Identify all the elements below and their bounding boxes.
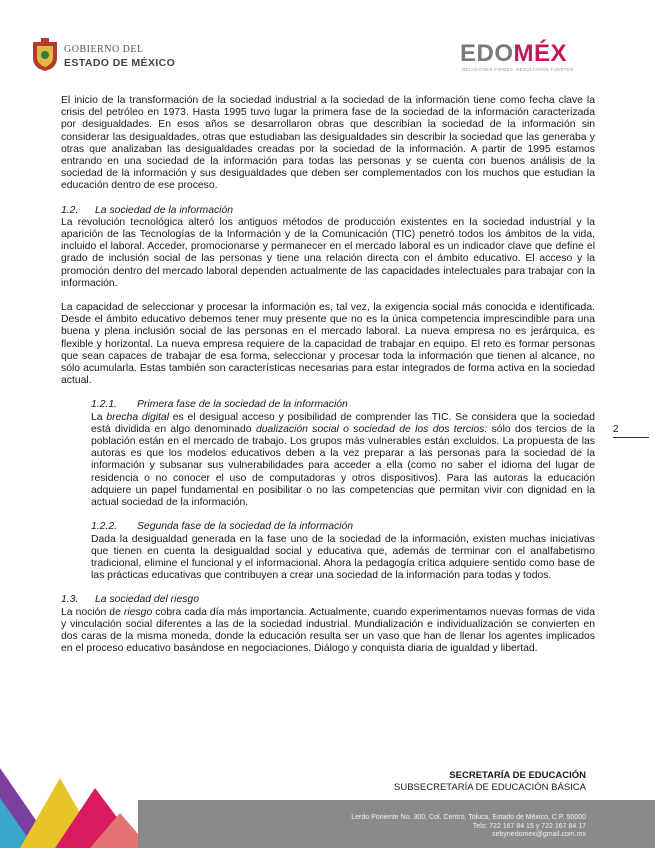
- page-number-rule: [613, 437, 649, 438]
- paragraph-1-3: La noción de riesgo cobra cada día más importancia. Actualmente, cuando experimentamos nuevas formas de vida y vinculación social diferentes a las de la sociedad industrial. Mundialización e individualización se convierten en dos caras de la misma moneda, donde la educación resulta ser un vaso que han de llenar los agentes implicados en el proceso educativo basándose en negociaciones. Diálogo y conquista diaria de igualdad y libertad.: [61, 606, 595, 655]
- footer-address: Lerdo Poniente No. 300, Col. Centro, Toluca, Estado de México, C.P. 50000: [351, 814, 586, 821]
- edomex-tagline: DECISIONES FIRMES, RESULTADOS FUERTES: [462, 67, 574, 72]
- edomex-logo: EDOMÉX: [460, 40, 568, 67]
- section-heading-1-2: 1.2. La sociedad de la información: [61, 204, 234, 216]
- paragraph-intro: El inicio de la transformación de la sociedad industrial a la sociedad de la información tiene como fecha clave la crisis del petróleo en 1973. Hasta 1995 tuvo lugar la primera fase de la sociedad de la información caracterizada por desigualdades. En esos años se desarrollaron obras que describían la sociedad de la información sin considerar las desigualdades, otras que estudiaban las desigualdades sin describir la sociedad que las generaba y otras que analizaban las desigualdades creadas por la sociedad de la información. A partir de 1995 estamos entrando en una sociedad de la información para todas las personas y se cuenta con buenos análisis de la sociedad de la información y sus desigualdades que deben ser complementados con los muchos que estudian la educación dentro de ese proceso.: [61, 95, 595, 192]
- section-heading-1-3: 1.3. La sociedad del riesgo: [61, 594, 199, 606]
- footer-phone: Tels: 722 167 84 15 y 722 167 84 17: [472, 822, 586, 830]
- paragraph-1-2-b: La capacidad de seleccionar y procesar la información es, tal vez, la exigencia social más conocida e identificada. Desde el ámbito educativo debemos tener muy presente que no es la única competencia imprescindible para una buena y plena inclusión social de las personas en el mercado laboral. La nueva empresa no es jerárquica, es flexible y horizontal. La nueva empresa requiere de la capacidad de trabajar en equipo. El reto es formar personas que sean capaces de trabajar de esa forma, seleccionar y procesar toda la información que tienen al alcance, no sólo acumularla. Estas también son características necesarias para estar integrados de forma activa en la sociedad actual.: [61, 302, 595, 387]
- government-name-line2: ESTADO DE MÉXICO: [64, 57, 176, 69]
- state-coat-of-arms-icon: [30, 38, 60, 72]
- section-heading-1-2-2: 1.2.2. Segunda fase de la sociedad de la información: [91, 521, 354, 533]
- paragraph-1-2-1: La brecha digital es el desigual acceso y posibilidad de comprender las TIC. Se considera que la sociedad está dividida en algo denominado dualización social o sociedad de los dos tercios: sólo dos tercios de la población están en el mercado de trabajo. Los grupos más vulnerables están excluidos. La propuesta de las autoras es que los modelos educativos deben a la vez preparar a las personas para la sociedad de la información y subsanar sus vulnerabilidades para acceder a ella (como no saber el idioma del lugar de residencia o no conocer el uso de computadoras y otros dispositivos). Para las autoras la educación adquiere un papel fundamental en posibilitar o no las competencias que permitan vivir con dignidad en la actual sociedad de la información.: [91, 411, 596, 509]
- footer-secretaria: SECRETARÍA DE EDUCACIÓN: [449, 770, 586, 781]
- paragraph-1-2-2: Dada la desigualdad generada en la fase uno de la sociedad de la información, existen muchas iniciativas que tienen en cuenta la desigualdad social y educativa que, además de terminar con el analfabetismo tradicional, elimine el funcional y el informacional. Ahora la pedagogía crítica adquiere sentido como base de las prácticas educativas que contribuyen a crear una sociedad de la información para todas y todos.: [91, 533, 595, 582]
- subsection-1-2-2: [61, 521, 595, 582]
- page-number: 2: [613, 424, 619, 435]
- footer-email: sebynedomex@gmail.com.mx: [492, 831, 586, 838]
- decorative-triangles-icon: [0, 728, 150, 848]
- section-heading-1-2-1: 1.2.1. Primera fase de la sociedad de la información: [91, 399, 348, 411]
- page-header: [0, 0, 655, 90]
- document-body: [61, 95, 595, 655]
- subsection-1-2-1: [61, 399, 595, 509]
- paragraph-1-2-a: La revolución tecnológica alteró los antiguos métodos de producción existentes en la sociedad industrial y la aparición de las Tecnologías de la Información y de la Comunicación (TIC) penetró todos los ámbitos de la vida, incluido el laboral. Acceder, promocionarse y permanecer en el mercado laboral es un indicador clave que define el grado de inclusión social de las personas y tiene una relación directa con el ámbito educativo. El acceso y la promoción dentro del mercado laboral dependen actualmente de las capacidades intelectuales para trabajar con la información.: [61, 216, 595, 289]
- footer-subsecretaria: SUBSECRETARÍA DE EDUCACIÓN BÁSICA: [394, 782, 586, 793]
- footer-contact: [351, 814, 586, 840]
- government-name-line1: GOBIERNO DEL: [64, 44, 144, 55]
